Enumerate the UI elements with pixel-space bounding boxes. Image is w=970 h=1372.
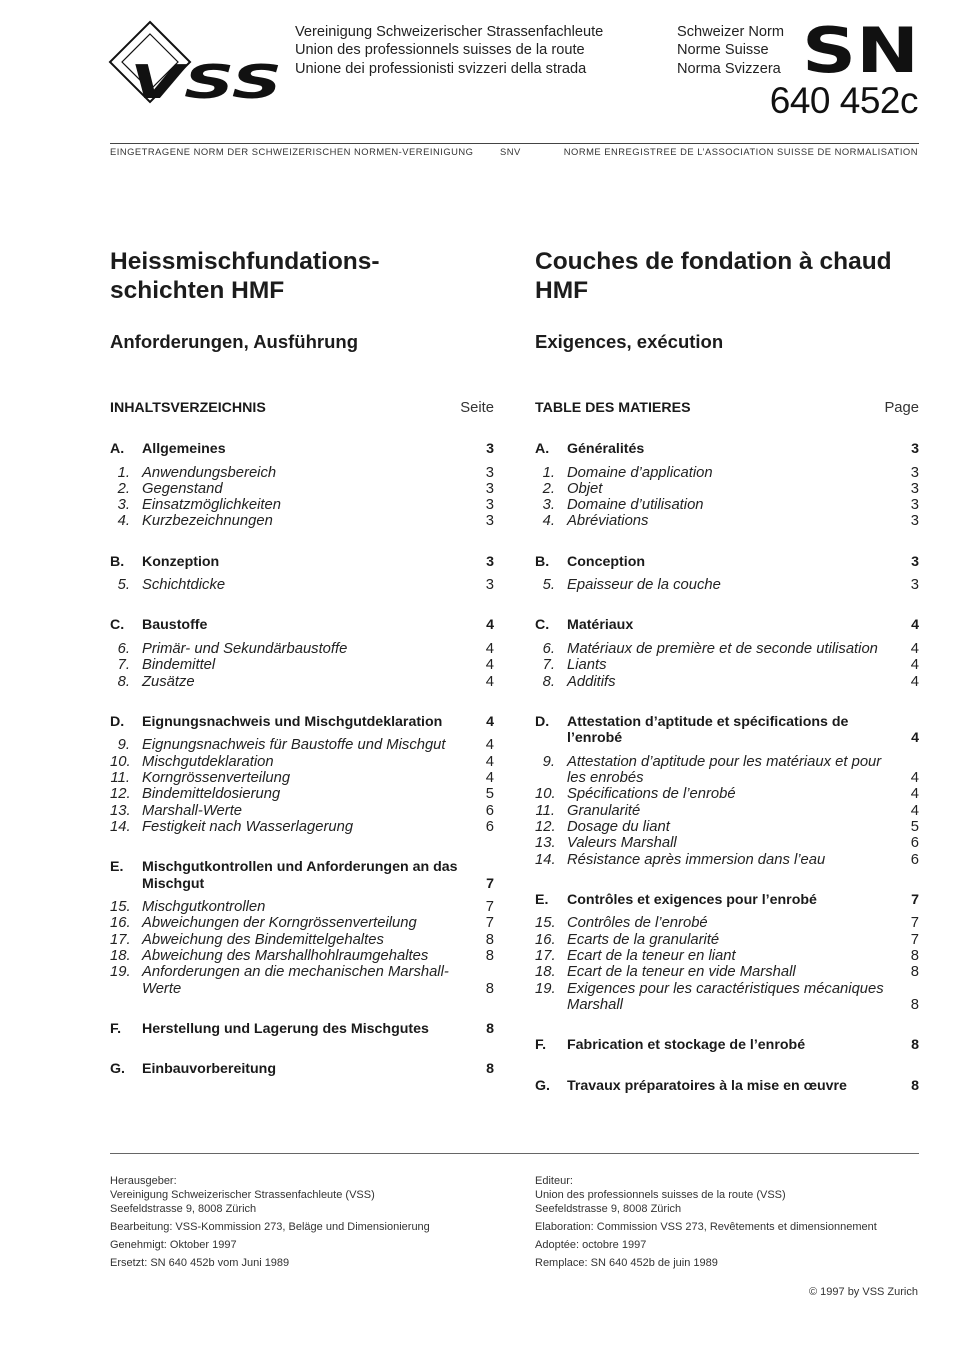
item-number: 4.	[542, 513, 555, 530]
toc-item	[110, 803, 494, 819]
toc-item-list	[110, 641, 494, 690]
toc-page-heading: Seite	[460, 400, 494, 416]
section-page: 4	[911, 730, 919, 747]
toc-item-list	[535, 577, 919, 593]
table-of-contents-de	[110, 400, 494, 1078]
toc-item	[110, 932, 494, 948]
toc-item-list	[535, 465, 919, 530]
section-spacer	[535, 1013, 919, 1037]
item-page: 4	[910, 802, 919, 819]
item-number: 6.	[117, 640, 130, 657]
section-letter: C.	[535, 617, 550, 634]
publisher-name: Union des professionnels suisses de la route (VSS)	[535, 1189, 786, 1201]
item-number: 9.	[117, 737, 130, 754]
sn-logo	[802, 24, 919, 74]
norm-label-it: Norma Svizzera	[677, 60, 781, 77]
document-subtitle-de: Anforderungen, Ausführung	[110, 331, 359, 352]
vss-logo	[108, 20, 290, 104]
item-number: 1.	[117, 464, 130, 481]
section-letter: E.	[110, 859, 124, 876]
item-number: 13.	[110, 802, 131, 819]
item-page: 3	[910, 464, 919, 481]
item-title: Zusätze	[142, 673, 195, 690]
item-page: 4	[910, 640, 919, 657]
section-page: 8	[486, 1061, 494, 1078]
toc-header	[110, 400, 494, 418]
toc-section	[110, 1061, 494, 1078]
item-number: 7.	[117, 657, 130, 674]
item-page: 3	[485, 577, 494, 594]
toc-item	[110, 915, 494, 931]
sn-logo-text: SN	[802, 24, 919, 74]
section-page: 7	[911, 891, 919, 908]
toc-section	[110, 714, 494, 835]
item-number: 1.	[542, 464, 555, 481]
item-title: Valeurs Marshall	[567, 835, 677, 852]
item-page: 7	[910, 931, 919, 948]
section-page: 3	[911, 441, 919, 457]
toc-item	[110, 786, 494, 802]
toc-item	[110, 819, 494, 835]
toc-section	[110, 859, 494, 997]
registry-note-de: EINGETRAGENE NORM DER SCHWEIZERISCHEN NORMEN-VEREINIGUNG	[110, 146, 474, 157]
toc-section	[535, 617, 919, 689]
item-title: Matériaux de première et de seconde utilisation	[567, 640, 878, 657]
item-page: 4	[485, 640, 494, 657]
toc-section-heading	[110, 1021, 494, 1038]
section-letter: E.	[535, 891, 549, 908]
section-letter: D.	[535, 713, 550, 730]
toc-item	[110, 948, 494, 964]
toc-section	[110, 1021, 494, 1038]
item-number: 3.	[117, 497, 130, 514]
item-title: Résistance après immersion dans l’eau	[567, 851, 826, 868]
item-title: Bindemitteldosierung	[142, 786, 281, 803]
approval-note: Adoptée: octobre 1997	[535, 1239, 647, 1251]
item-title: Additifs	[567, 673, 616, 690]
org-name-it: Unione dei professionisti svizzeri della strada	[295, 60, 587, 77]
toc-item-list	[110, 577, 494, 593]
item-page: 5	[910, 819, 919, 836]
toc-item	[110, 770, 494, 786]
item-number: 14.	[535, 851, 556, 868]
item-title: Dosage du liant	[567, 819, 670, 836]
publisher-label: Editeur:	[535, 1175, 573, 1187]
item-page: 4	[910, 770, 919, 787]
toc-item	[535, 819, 919, 835]
footer-divider	[110, 1153, 919, 1154]
section-spacer	[110, 997, 494, 1021]
section-page: 3	[911, 553, 919, 570]
registry-note-snv: SNV	[500, 146, 521, 157]
section-title: Allgemeines	[142, 441, 226, 457]
section-page: 8	[911, 1077, 919, 1094]
item-number: 10.	[535, 786, 556, 803]
section-page: 8	[911, 1037, 919, 1054]
section-spacer	[535, 593, 919, 617]
toc-item	[110, 657, 494, 673]
section-letter: B.	[110, 553, 125, 570]
approval-note: Genehmigt: Oktober 1997	[110, 1239, 237, 1251]
toc-section	[110, 441, 494, 530]
item-number: 17.	[110, 931, 131, 948]
toc-section	[110, 617, 494, 689]
item-title: Primär- und Sekundärbaustoffe	[142, 640, 348, 657]
toc-item	[110, 465, 494, 481]
item-page: 4	[485, 737, 494, 754]
toc-item	[535, 932, 919, 948]
section-letter: G.	[535, 1077, 550, 1094]
registry-note-fr: NORME ENREGISTREE DE L’ASSOCIATION SUISSE DE NORMALISATION	[563, 146, 918, 157]
item-title: Schichtdicke	[142, 577, 226, 594]
toc-header	[535, 400, 919, 418]
publisher-label: Herausgeber:	[110, 1175, 177, 1187]
item-title: Einsatzmöglichkeiten	[142, 497, 281, 514]
toc-item	[535, 964, 919, 980]
toc-item	[535, 641, 919, 657]
item-page: 7	[910, 915, 919, 932]
section-title: Conception	[567, 553, 646, 570]
toc-item-list	[535, 754, 919, 868]
section-letter: B.	[535, 553, 550, 570]
toc-item	[110, 641, 494, 657]
section-title: Baustoffe	[142, 617, 208, 634]
item-title: Domaine d’utilisation	[567, 497, 704, 514]
item-number: 5.	[117, 577, 130, 594]
item-title: Liants	[567, 657, 607, 674]
item-page: 4	[485, 769, 494, 786]
item-page: 3	[910, 513, 919, 530]
footer-de	[110, 1174, 510, 1274]
toc-item-list	[110, 737, 494, 835]
section-spacer	[110, 1037, 494, 1061]
section-title: Généralités	[567, 441, 645, 457]
toc-section-heading	[110, 714, 494, 731]
item-title: Korngrössenverteilung	[142, 769, 291, 786]
item-page: 7	[485, 915, 494, 932]
toc-section	[535, 1037, 919, 1054]
item-page: 8	[485, 980, 494, 997]
item-number: 15.	[535, 915, 556, 932]
toc-item	[535, 803, 919, 819]
item-page: 3	[485, 480, 494, 497]
toc-item-list	[535, 641, 919, 690]
item-page: 4	[910, 786, 919, 803]
norm-number: 640 452c	[769, 80, 918, 121]
toc-page-heading: Page	[884, 400, 919, 416]
document-title-fr: Couches de fondation à chaud HMF	[535, 248, 892, 304]
item-number: 10.	[110, 753, 131, 770]
toc-section-heading	[535, 1078, 919, 1095]
section-page: 3	[486, 441, 494, 457]
item-page: 7	[485, 899, 494, 916]
toc-item	[110, 754, 494, 770]
toc-section	[535, 554, 919, 594]
toc-item	[110, 674, 494, 690]
item-page: 6	[485, 802, 494, 819]
toc-section-heading	[110, 1061, 494, 1078]
norm-label-de: Schweizer Norm	[677, 24, 785, 40]
item-number: 12.	[110, 786, 131, 803]
item-title: Granularité	[567, 802, 641, 819]
toc-section-heading	[535, 892, 919, 909]
item-number: 19.	[110, 964, 131, 981]
item-title: Ecart de la teneur en vide Marshall	[567, 964, 796, 981]
item-number: 14.	[110, 818, 131, 835]
item-number: 4.	[117, 513, 130, 530]
toc-heading: TABLE DES MATIERES	[535, 400, 691, 416]
toc-heading: INHALTSVERZEICHNIS	[110, 400, 266, 416]
publisher-name: Vereinigung Schweizerischer Strassenfachleute (VSS)	[110, 1189, 375, 1201]
item-title: Eignungsnachweis für Baustoffe und Mischgut	[142, 737, 446, 754]
replaces-note: Remplace: SN 640 452b de juin 1989	[535, 1257, 718, 1269]
item-page: 6	[485, 818, 494, 835]
item-title: Epaisseur de la couche	[567, 577, 721, 594]
toc-section-heading	[535, 714, 919, 747]
norm-label-fr: Norme Suisse	[677, 42, 769, 59]
toc-item-list	[110, 899, 494, 997]
item-page: 4	[485, 673, 494, 690]
section-letter: A.	[535, 441, 550, 457]
toc-item	[535, 981, 919, 1014]
item-title: Marshall-Werte	[142, 802, 243, 819]
toc-item	[110, 481, 494, 497]
item-title: Abweichung des Marshallhohlraumgehaltes	[142, 948, 429, 965]
toc-item	[535, 674, 919, 690]
section-letter: C.	[110, 617, 125, 634]
item-number: 16.	[110, 915, 131, 932]
item-number: 19.	[535, 980, 556, 997]
item-number: 9.	[542, 753, 555, 770]
item-title: Gegenstand	[142, 480, 223, 497]
item-page: 3	[485, 464, 494, 481]
toc-section	[535, 714, 919, 868]
section-title: Fabrication et stockage de l’enrobé	[567, 1037, 806, 1054]
item-title: Exigences pour les caractéristiques mécaniques Marshall	[567, 980, 884, 1013]
toc-section-heading	[535, 1037, 919, 1054]
toc-item	[535, 948, 919, 964]
item-number: 5.	[542, 577, 555, 594]
section-spacer	[110, 690, 494, 714]
item-page: 8	[485, 948, 494, 965]
item-page: 3	[485, 513, 494, 530]
item-title: Spécifications de l’enrobé	[567, 786, 736, 803]
item-page: 4	[910, 657, 919, 674]
item-page: 6	[910, 835, 919, 852]
publisher-address: Seefeldstrasse 9, 8008 Zürich	[535, 1203, 682, 1215]
section-spacer	[110, 530, 494, 554]
section-title: Attestation d’aptitude et spécifications de l’enrobé	[567, 713, 849, 747]
item-page: 4	[910, 673, 919, 690]
toc-section-heading	[110, 859, 494, 892]
toc-item	[535, 835, 919, 851]
section-spacer	[110, 593, 494, 617]
item-number: 11.	[110, 769, 130, 786]
section-title: Mischgutkontrollen und Anforderungen an das Mischgut	[142, 859, 458, 892]
item-title: Anwendungsbereich	[142, 464, 277, 481]
item-title: Objet	[567, 480, 603, 497]
section-letter: D.	[110, 713, 125, 730]
item-title: Anforderungen an die mechanischen Marshall-Werte	[142, 964, 449, 997]
item-title: Ecart de la teneur en liant	[567, 948, 736, 965]
item-title: Attestation d’aptitude pour les matériaux et pour les enrobés	[567, 753, 882, 787]
section-title: Herstellung und Lagerung des Mischgutes	[142, 1020, 429, 1037]
item-number: 11.	[535, 802, 555, 819]
section-letter: F.	[110, 1020, 122, 1037]
item-title: Festigkeit nach Wasserlagerung	[142, 818, 354, 835]
toc-item	[110, 899, 494, 915]
toc-item	[535, 497, 919, 513]
section-page: 4	[486, 617, 494, 634]
item-page: 3	[910, 480, 919, 497]
editing-note: Bearbeitung: VSS-Kommission 273, Beläge und Dimensionierung	[110, 1221, 430, 1233]
toc-section-heading	[110, 554, 494, 571]
toc-item	[110, 497, 494, 513]
toc-section-heading	[110, 617, 494, 634]
item-title: Contrôles de l’enrobé	[567, 915, 708, 932]
section-spacer	[535, 868, 919, 892]
item-title: Mischgutkontrollen	[142, 899, 266, 916]
item-title: Mischgutdeklaration	[142, 753, 274, 770]
toc-item	[535, 657, 919, 673]
norm-type-labels	[677, 23, 784, 78]
section-page: 4	[911, 617, 919, 634]
item-page: 3	[485, 497, 494, 514]
toc-section	[110, 554, 494, 594]
item-page: 3	[910, 497, 919, 514]
section-letter: G.	[110, 1061, 125, 1078]
toc-section-heading	[535, 554, 919, 571]
item-number: 16.	[535, 931, 556, 948]
org-name-fr: Union des professionnels suisses de la route	[295, 42, 585, 59]
section-letter: F.	[535, 1037, 547, 1054]
item-title: Domaine d’application	[567, 464, 713, 481]
section-title: Konzeption	[142, 553, 220, 570]
toc-item	[535, 513, 919, 529]
item-number: 15.	[110, 899, 131, 916]
item-number: 17.	[535, 948, 556, 965]
item-number: 7.	[542, 657, 555, 674]
section-page: 4	[486, 713, 494, 730]
toc-item	[535, 786, 919, 802]
toc-item	[535, 465, 919, 481]
copyright-notice: © 1997 by VSS Zurich	[809, 1286, 918, 1298]
toc-section	[535, 441, 919, 530]
toc-item	[535, 852, 919, 868]
item-page: 8	[485, 931, 494, 948]
toc-item	[535, 577, 919, 593]
item-page: 4	[485, 657, 494, 674]
organization-names	[295, 23, 603, 78]
item-title: Abweichungen der Korngrössenverteilung	[142, 915, 417, 932]
item-number: 3.	[542, 497, 555, 514]
section-page: 3	[486, 553, 494, 570]
toc-section-heading	[535, 441, 919, 458]
editing-note: Elaboration: Commission VSS 273, Revêtements et dimensionnement	[535, 1221, 877, 1233]
document-subtitle-fr: Exigences, exécution	[535, 331, 724, 352]
item-number: 8.	[117, 673, 130, 690]
toc-item-list	[110, 465, 494, 530]
section-title: Contrôles et exigences pour l’enrobé	[567, 891, 817, 908]
item-page: 8	[910, 948, 919, 965]
toc-section	[535, 1078, 919, 1095]
item-title: Bindemittel	[142, 657, 216, 674]
vss-logo-text: VSS	[130, 55, 282, 104]
item-number: 12.	[535, 819, 556, 836]
section-title: Eignungsnachweis und Mischgutdeklaration	[142, 713, 443, 730]
item-page: 8	[910, 964, 919, 981]
toc-item	[110, 577, 494, 593]
item-number: 18.	[110, 948, 131, 965]
document-title-de: Heissmischfundations- schichten HMF	[110, 248, 380, 304]
header-divider	[110, 143, 919, 144]
item-page: 8	[910, 996, 919, 1013]
toc-item	[110, 964, 494, 997]
section-spacer	[535, 690, 919, 714]
item-title: Abréviations	[567, 513, 649, 530]
org-name-de: Vereinigung Schweizerischer Strassenfachleute	[295, 24, 604, 40]
item-title: Ecarts de la granularité	[567, 931, 720, 948]
toc-section	[535, 892, 919, 1013]
section-title: Travaux préparatoires à la mise en œuvre	[567, 1077, 847, 1094]
item-number: 13.	[535, 835, 556, 852]
section-page: 7	[486, 875, 494, 892]
toc-item	[535, 915, 919, 931]
section-spacer	[535, 530, 919, 554]
table-of-contents-fr	[535, 400, 919, 1094]
toc-section-heading	[110, 441, 494, 458]
item-page: 6	[910, 851, 919, 868]
replaces-note: Ersetzt: SN 640 452b vom Juni 1989	[110, 1257, 290, 1269]
item-number: 18.	[535, 964, 556, 981]
section-letter: A.	[110, 441, 125, 457]
section-page: 8	[486, 1020, 494, 1037]
publisher-address: Seefeldstrasse 9, 8008 Zürich	[110, 1203, 257, 1215]
section-spacer	[535, 1054, 919, 1078]
item-number: 2.	[117, 480, 130, 497]
item-number: 6.	[542, 640, 555, 657]
item-page: 5	[485, 786, 494, 803]
item-title: Kurzbezeichnungen	[142, 513, 273, 530]
item-page: 4	[485, 753, 494, 770]
footer-fr	[535, 1174, 935, 1274]
section-spacer	[110, 835, 494, 859]
toc-item-list	[535, 915, 919, 1013]
toc-section-heading	[535, 617, 919, 634]
item-title: Abweichung des Bindemittelgehaltes	[142, 931, 384, 948]
item-number: 2.	[542, 480, 555, 497]
toc-item	[535, 754, 919, 787]
section-title: Matériaux	[567, 617, 634, 634]
toc-item	[535, 481, 919, 497]
item-page: 3	[910, 577, 919, 594]
toc-item	[110, 737, 494, 753]
item-number: 8.	[542, 673, 555, 690]
section-title: Einbauvorbereitung	[142, 1061, 277, 1078]
toc-item	[110, 513, 494, 529]
